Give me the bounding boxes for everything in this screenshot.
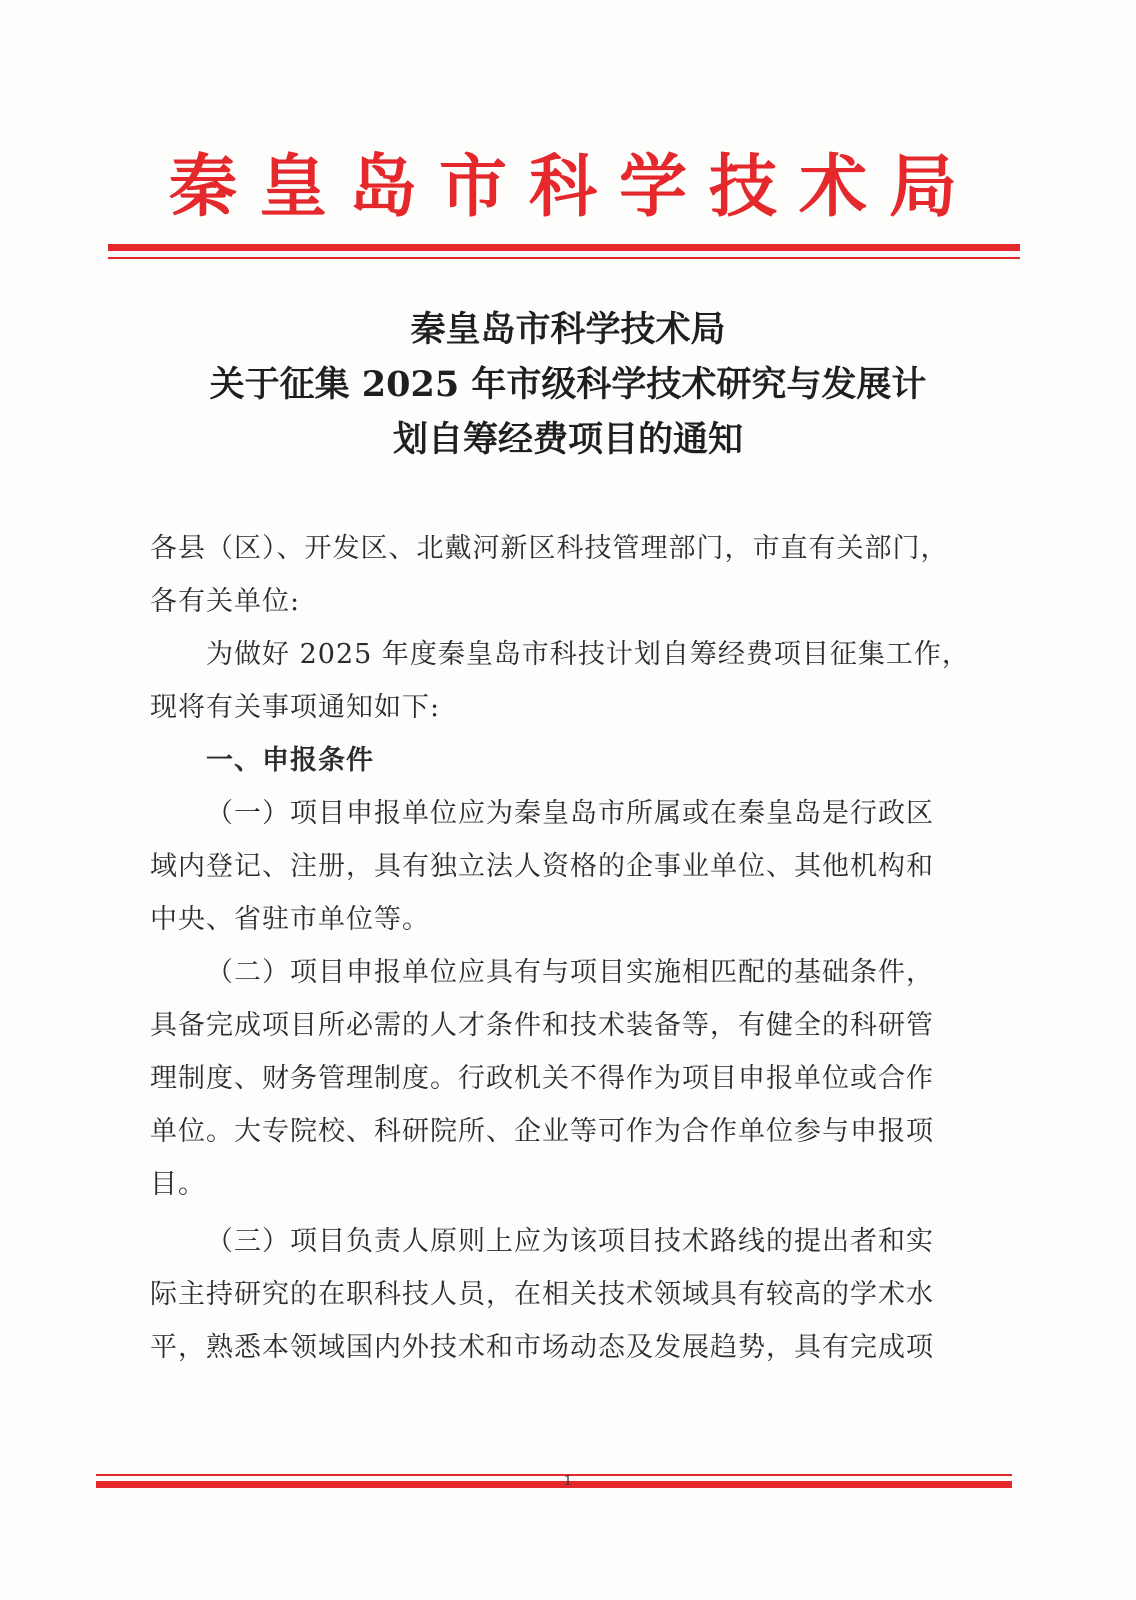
title-line-2: 关于征集 2025 年市级科学技术研究与发展计 [209,364,927,405]
item-3-line-2: 际主持研究的在职科技人员，在相关技术领域具有较高的学术水 [150,1279,934,1310]
document-title [110,302,1026,467]
intro-line-1: 为做好 2025 年度秦皇岛市科技计划自筹经费项目征集工作， [206,639,970,670]
intro-line-2: 现将有关事项通知如下: [150,692,441,723]
item-2-line-1: （二）项目申报单位应具有与项目实施相匹配的基础条件， [206,957,934,988]
item-2-line-2: 具备完成项目所必需的人才条件和技术装备等，有健全的科研管 [150,1010,934,1041]
item-1-line-1: （一）项目申报单位应为秦皇岛市所属或在秦皇岛是行政区 [206,798,934,829]
item-3-line-1: （三）项目负责人原则上应为该项目技术路线的提出者和实 [206,1226,934,1257]
letterhead-agency-name: 秦皇岛市科学技术局 [168,147,979,227]
item-3-line-3: 平，熟悉本领域国内外技术和市场动态及发展趋势，具有完成项 [150,1332,934,1363]
item-2-line-5: 目。 [150,1169,206,1200]
item-2-line-3: 理制度、财务管理制度。行政机关不得作为项目申报单位或合作 [150,1063,934,1094]
title-line-3: 划自筹经费项目的通知 [392,419,743,460]
section-heading: 一、申报条件 [206,745,374,776]
title-line-1: 秦皇岛市科学技术局 [410,309,726,350]
item-1-line-2: 域内登记、注册，具有独立法人资格的企事业单位、其他机构和 [150,851,934,882]
item-2-line-4: 单位。大专院校、科研院所、企业等可作为合作单位参与申报项 [150,1116,934,1147]
salutation-line-1: 各县（区）、开发区、北戴河新区科技管理部门，市直有关部门， [150,533,949,564]
page-number: 1 [563,1474,573,1489]
letterhead-rule-thin [108,257,1020,259]
document-body [150,522,1020,1374]
letterhead-rule-thick [108,244,1020,251]
salutation-line-2: 各有关单位: [150,586,301,617]
item-1-line-3: 中央、省驻市单位等。 [150,904,430,935]
